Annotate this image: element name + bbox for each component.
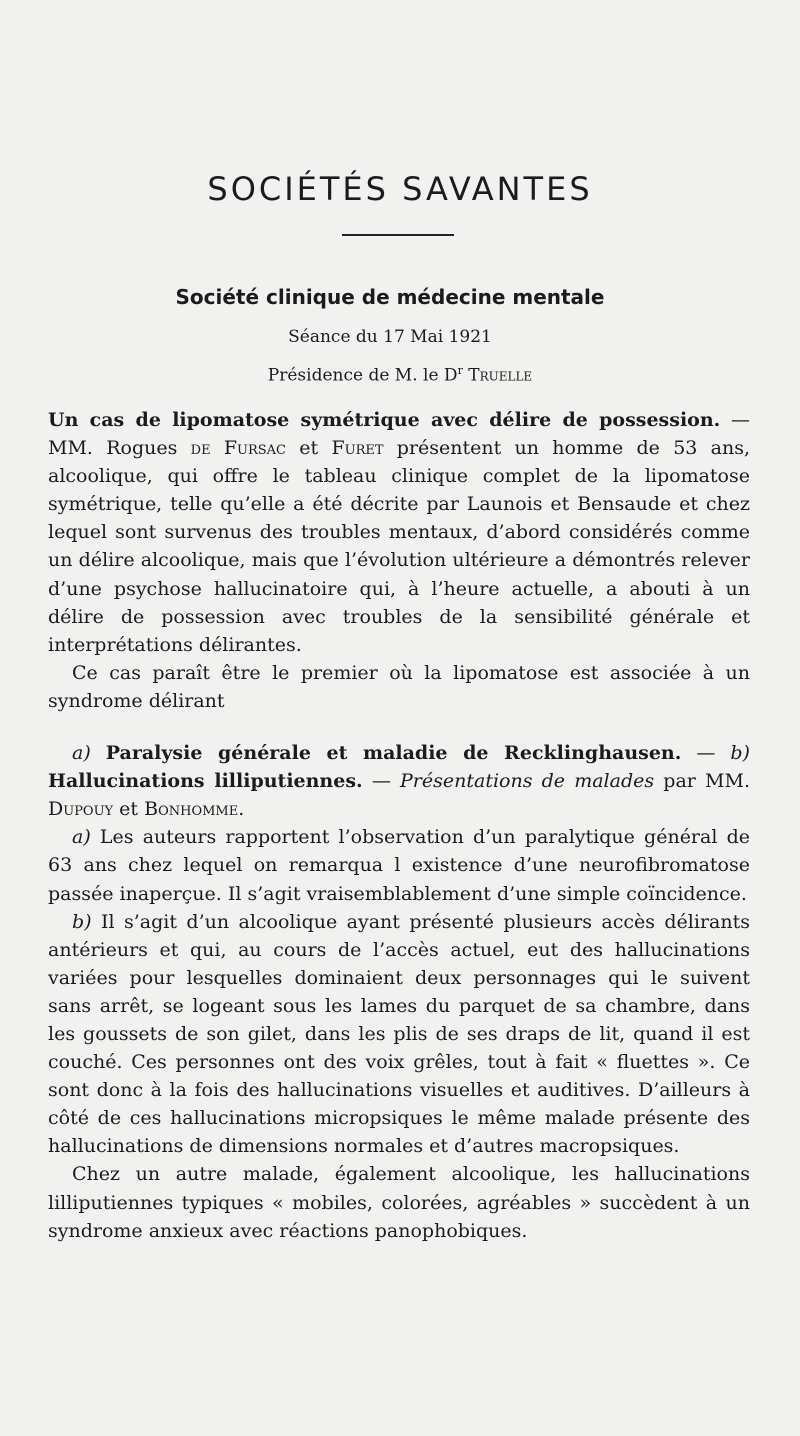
president-name: Truelle [468, 365, 533, 386]
conjunction: et [113, 798, 145, 821]
label-b: b) [730, 742, 750, 765]
author-name: de Fursac [190, 437, 286, 460]
article-body [48, 406, 750, 1245]
conjunction: et [286, 437, 332, 460]
author-name: Furet [331, 437, 384, 460]
article1-title: Un cas de lipomatose symétrique avec délire de possession. [48, 409, 721, 431]
period: . [238, 798, 245, 821]
article2-paragraph-a [48, 823, 750, 907]
article1-intro: — MM. Rogues [48, 409, 750, 460]
separator: — [362, 770, 401, 793]
article2-title-b: Hallucinations lilliputiennes. [48, 770, 363, 793]
article1-paragraph [48, 406, 750, 659]
article2-title-a: Paralysie générale et maladie de Recklinghausen. [105, 742, 682, 765]
author-name: Dupouy [48, 798, 114, 821]
article2-text-a: Les auteurs rapportent l’observation d’un paralytique général de 63 ans chez lequel on remarqua l existence d’une neurofibromatose passée inaperçue. Il s’agit vraisemblablement d’une simple coïncidence. [48, 826, 750, 905]
session-date: Séance du 17 Mai 1921 [288, 327, 492, 347]
article2-paragraph-c: Chez un autre malade, également alcoolique, les hallucinations lilliputiennes typiques « mobiles, colorées, agréables » succèdent à un syndrome anxieux avec réactions panophobiques. [48, 1163, 750, 1242]
society-title: Société clinique de médecine mentale [175, 285, 605, 309]
par-text: par MM. [654, 770, 750, 793]
label-a: a) [72, 826, 91, 849]
article2-subtitle: Présentations de malades [400, 770, 655, 793]
label-b: b) [72, 910, 92, 933]
separator: — [681, 742, 731, 765]
heading-rule [342, 234, 454, 236]
presidence-prefix: Présidence de M. le D [267, 365, 458, 386]
presidence-sup: r [457, 364, 463, 377]
article1-paragraph-2: Ce cas paraît être le premier où la lipomatose est associée à un syndrome délirant [48, 661, 750, 712]
author-name: Bonhomme [144, 798, 239, 821]
article2-text-b: Il s’agit d’un alcoolique ayant présenté plusieurs accès délirants antérieurs et qui, au cours de l’accès actuel, eut des hallucinations variées pour lesquelles dominaient deux personnages qui le suivent sans arrêt, se logeant sous les lames du parquet de sa chambre, dans les goussets de son gilet, dans les plis de ses draps de lit, quand il est couché. Ces personnes ont des voix grêles, tout à fait « fluettes ». Ce sont donc à la fois des hallucinations visuelles et auditives. D’ailleurs à côté de ces hallucinations micropsiques le même malade présente des hallucinations de dimensions normales et d’autres macropsiques. [48, 910, 750, 1158]
article1-text: présentent un homme de 53 ans, alcoolique, qui offre le tableau clinique complet de la lipomatose symétrique, telle qu’elle a été décrite par Launois et Bensaude et chez lequel sont survenus des troubles mentaux, d’abord considérés comme un délire alcoolique, mais que l’évolution ultérieure a démontrés relever d’une psychose hallucinatoire qui, à l’heure actuelle, a abouti à un délire de possession avec troubles de la sensibilité générale et interprétations délirantes. [48, 437, 751, 656]
presidence-line [0, 364, 800, 386]
section-heading: SOCIÉTÉS SAVANTES [207, 170, 593, 208]
label-a: a) [72, 742, 91, 765]
article2-heading [48, 739, 750, 823]
article2-paragraph-b [48, 908, 750, 1161]
